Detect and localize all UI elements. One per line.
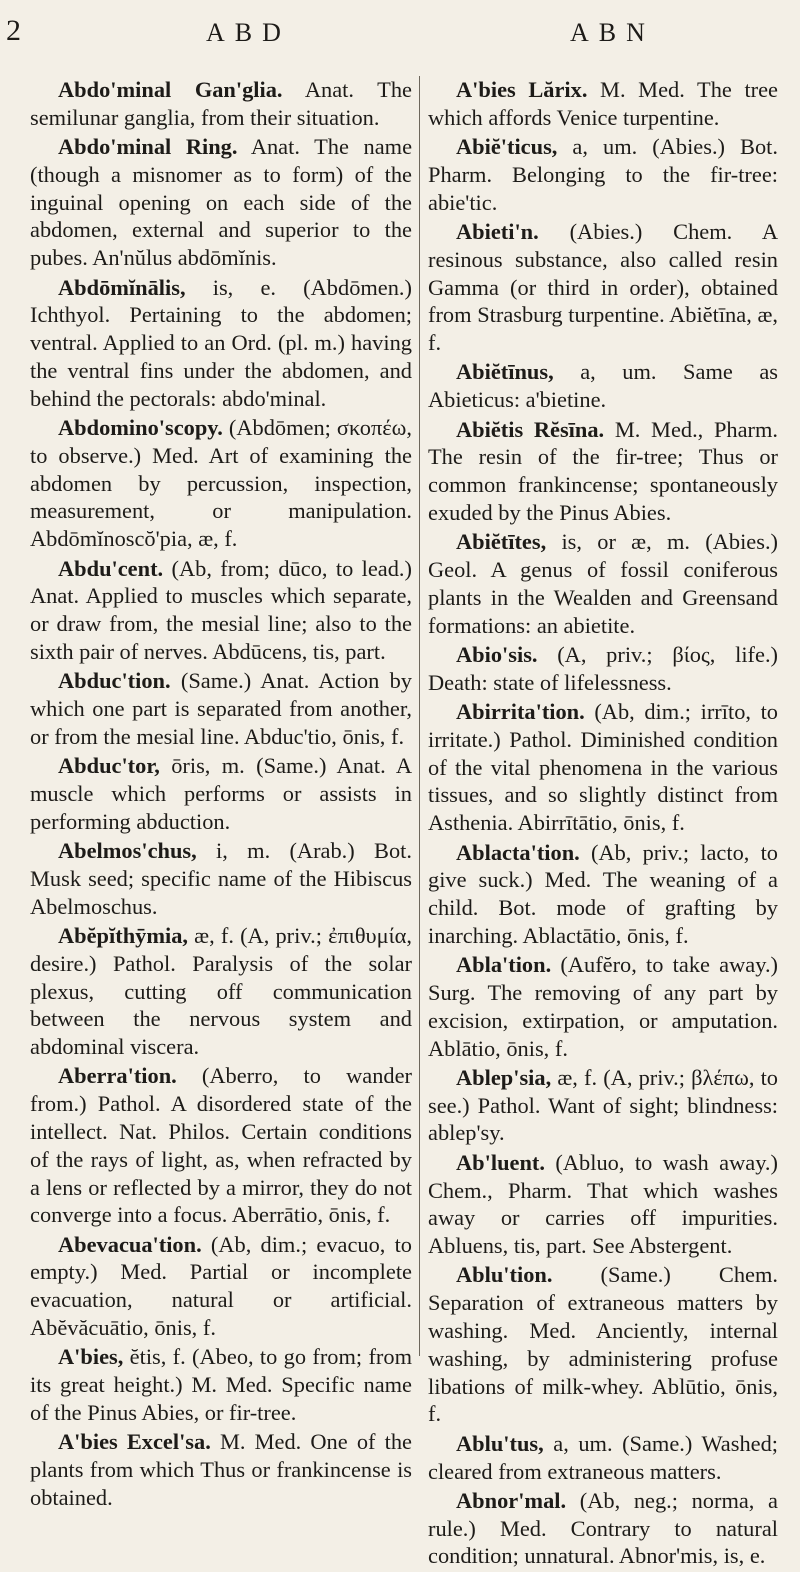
dictionary-entry [30, 752, 412, 835]
dictionary-entry [30, 274, 412, 413]
entry-definition: M. Med. One of the plants from which Thus or frankincense is obtained. [30, 1429, 412, 1510]
dictionary-entry [428, 528, 778, 639]
entry-definition: is, or æ, m. (Abies.) Geol. A genus of fossil coniferous plants in the Wealden and Greensand formations: an abietite. [428, 529, 778, 638]
entry-headword: Abduc'tor, [58, 753, 160, 779]
entry-headword: Abla'tion. [456, 952, 552, 978]
dictionary-entry [428, 1487, 778, 1570]
entry-definition: (Aberro, to wander from.) Pathol. A disordered state of the intellect. Nat. Philos. Certain conditions of the rays of light, as, when refracted by a lens or reflected by a mirror, they do not converge into a focus. Aberrātio, ōnis, f. [30, 1063, 412, 1228]
dictionary-entry [428, 951, 778, 1062]
column-divider [419, 76, 420, 1356]
entry-definition: (Ab, dim.; evacuo, to empty.) Med. Partial or incomplete evacuation, natural or artificial. Abĕvăcuātio, ōnis, f. [30, 1231, 412, 1341]
dictionary-entry [428, 1149, 778, 1260]
entry-definition: a, um. (Abies.) Bot. Pharm. Belonging to the fir-tree: abie'tic. [428, 134, 778, 215]
entry-definition: æ, f. (A, priv.; ἐπιθυμία, desire.) Pathol. Paralysis of the solar plexus, cutting off communication between the nervous system and abdominal viscera. [30, 922, 412, 1060]
entry-headword: Abiĕtīnus, [456, 359, 554, 385]
entry-definition: (Ab, neg.; norma, a rule.) Med. Contrary to natural condition; unnatural. Abnor'mis, is, e. [428, 1487, 778, 1569]
entry-headword: Abdōmĭnālis, [58, 274, 186, 300]
entry-headword: Ablep'sia, [456, 1064, 552, 1090]
dictionary-entry [428, 1430, 778, 1486]
entry-definition: (Same.) Anat. Action by which one part is separated from another, or from the mesial line. Abduc'tio, ōnis, f. [30, 668, 412, 749]
entry-headword: Abdo'minal Ring. [58, 134, 238, 160]
right-column [428, 76, 778, 1572]
entry-definition: (Abluo, to wash away.) Chem., Pharm. That which washes away or carries off impurities. Abluens, tis, part. See Abstergent. [428, 1149, 778, 1259]
entry-headword: A'bies Lărix. [456, 77, 588, 102]
entry-headword: Abdomino'scopy. [58, 415, 223, 441]
entry-headword: Abelmos'chus, [58, 838, 197, 864]
running-head-right: ABN [570, 18, 655, 47]
entry-definition: ĕtis, f. (Abeo, to go from; from its great height.) M. Med. Specific name of the Pinus Abies, or fir-tree. [30, 1344, 412, 1425]
dictionary-entry [428, 698, 778, 837]
entry-definition: M. Med. The tree which affords Venice turpentine. [428, 77, 778, 130]
entry-headword: Abdo'minal Gan'glia. [58, 77, 283, 102]
entry-definition: a, um. (Same.) Washed; cleared from extraneous matters. [428, 1430, 778, 1484]
dictionary-entry [428, 1064, 778, 1147]
dictionary-entry [30, 1343, 412, 1426]
left-column [30, 76, 412, 1513]
entry-headword: Abnor'mal. [456, 1487, 567, 1513]
entry-definition: (Abies.) Chem. A resinous substance, also called resin Gamma (or third in order), obtained from Strasburg turpentine. Abiĕtīna, æ, f. [428, 218, 778, 356]
entry-definition: (Same.) Chem. Separation of extraneous matters by washing. Med. Anciently, internal washing, by administering profuse libations of milk-whey. Ablūtio, ōnis, f. [428, 1262, 778, 1427]
dictionary-entry [428, 218, 778, 357]
running-head-left: ABD [206, 18, 291, 47]
entry-headword: Abieti'n. [456, 218, 539, 244]
entry-headword: A'bies, [58, 1344, 124, 1370]
dictionary-entry [30, 1231, 412, 1342]
entry-definition: (Ab, dim.; irrīto, to irritate.) Pathol. Diminished condition of the vital phenomena in the various tissues, and so slightly distinct from Asthenia. Abirrītātio, ōnis, f. [428, 699, 778, 836]
dictionary-entry [30, 922, 412, 1061]
entry-definition: M. Med., Pharm. The resin of the fir-tree; Thus or common frankincense; spontaneously exuded by the Pinus Abies. [428, 416, 779, 525]
dictionary-entry [428, 133, 778, 216]
entry-definition: (Ab, priv.; lacto, to give suck.) Med. The weaning of a child. Bot. mode of grafting by inarching. Ablactātio, ōnis, f. [428, 839, 778, 948]
entry-headword: Abĕpĭthȳmia, [58, 922, 189, 948]
dictionary-entry [30, 667, 412, 750]
entry-definition: (Abdōmen; σκοπέω, to observe.) Med. Art of examining the abdomen by percussion, inspection, measurement, or manipulation. Abdōmĭnoscŏ'pia, æ, f. [30, 415, 412, 552]
entry-definition: (A, priv.; βίος, life.) Death: state of lifelessness. [428, 641, 778, 695]
page-number: 2 [6, 14, 21, 47]
dictionary-entry [30, 76, 412, 132]
entry-headword: Ab'luent. [456, 1149, 545, 1175]
entry-headword: Ablacta'tion. [456, 839, 580, 865]
dictionary-entry [30, 1428, 412, 1511]
dictionary-entry [30, 837, 412, 920]
entry-definition: a, um. Same as Abieticus: a'bietine. [428, 359, 778, 413]
entry-headword: Ablu'tus, [456, 1430, 544, 1456]
dictionary-entry [428, 416, 778, 527]
entry-headword: A'bies Excel'sa. [58, 1429, 211, 1455]
entry-definition: Anat. The semilunar ganglia, from their situation. [30, 77, 412, 130]
dictionary-entry [428, 641, 778, 697]
entry-headword: Abdu'cent. [58, 555, 164, 581]
entry-definition: is, e. (Abdōmen.) Ichthyol. Pertaining to the abdomen; ventral. Applied to an Ord. (pl. m.) having the ventral fins under the abdomen, and behind the pectorals: abdo'minal. [30, 274, 412, 411]
entry-headword: Abevacua'tion. [58, 1231, 202, 1257]
entry-definition: ōris, m. (Same.) Anat. A muscle which performs or assists in performing abduction. [30, 753, 412, 834]
entry-headword: Abirrita'tion. [456, 699, 585, 725]
entry-headword: Abiĕtītes, [456, 529, 547, 555]
entry-definition: i, m. (Arab.) Bot. Musk seed; specific name of the Hibiscus Abelmoschus. [30, 838, 412, 919]
dictionary-entry [428, 839, 778, 950]
entry-headword: Abduc'tion. [58, 668, 171, 694]
dictionary-entry [428, 1261, 778, 1428]
dictionary-entry [30, 133, 412, 272]
entry-definition: Anat. The name (though a misnomer as to form) of the inguinal opening on each side of the abdomen, external and superior to the pubes. An'nŭlus abdōmĭnis. [30, 134, 413, 271]
dictionary-entry [30, 414, 412, 553]
dictionary-entry [30, 555, 412, 666]
entry-definition: æ, f. (A, priv.; βλέπω, to see.) Pathol. Want of sight; blindness: ablep'sy. [428, 1064, 778, 1146]
entry-headword: Abiĕtis Rĕsīna. [456, 416, 605, 442]
entry-headword: Aberra'tion. [58, 1063, 177, 1089]
entry-definition: (Aufĕro, to take away.) Surg. The removing of any part by excision, extirpation, or amputation. Ablātio, ōnis, f. [428, 952, 778, 1061]
dictionary-entry [428, 76, 778, 132]
entry-headword: Abio'sis. [456, 641, 538, 667]
dictionary-entry [428, 358, 778, 414]
entry-headword: Abiĕ'ticus, [456, 134, 558, 160]
entry-definition: (Ab, from; dūco, to lead.) Anat. Applied to muscles which separate, or draw from, the mesial line; also to the sixth pair of nerves. Abdūcens, tis, part. [30, 555, 412, 664]
dictionary-entry [30, 1062, 412, 1229]
entry-headword: Ablu'tion. [456, 1262, 553, 1288]
